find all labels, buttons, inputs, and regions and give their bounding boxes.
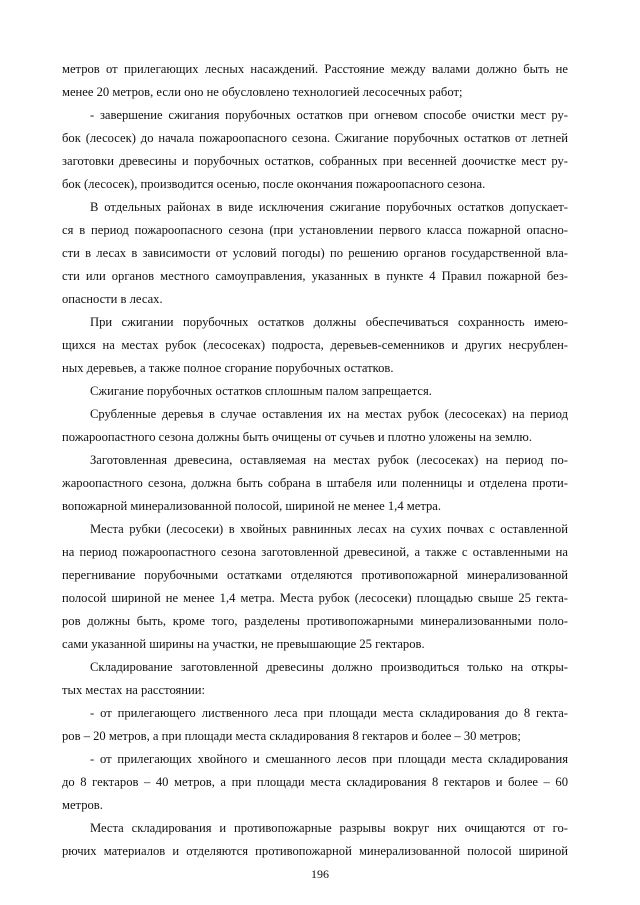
page-number: 196 [311,867,329,881]
text-line: Складирование заготовленной древесины должно производиться только на откры- [90,660,568,674]
text-line: ров – 20 метров, а при площади места складирования 8 гектаров и более – 30 метров; [62,729,521,743]
text-line: бок (лесосек), производится осенью, после окончания пожароопасного сезона. [62,177,486,191]
text-line: Места рубки (лесосеки) в хвойных равнинных лесах на сухих почвах с оставленной [90,522,568,536]
text-line: ров должны быть, кроме того, разделены противопожарными минерализованными поло- [62,614,568,628]
text-line: В отдельных районах в виде исключения сжигание порубочных остатков допускает- [90,200,568,214]
text-line: сти или органов местного самоуправления, указанных в пункте 4 Правил пожарной без- [62,269,568,283]
text-line: Срубленные деревья в случае оставления их на местах рубок (лесосеках) на период [90,407,568,421]
text-line: метров. [62,798,103,812]
text-line: заготовки древесины и порубочных остатков, собранных при весенней доочистке мест ру- [62,154,568,168]
text-line: опасности в лесах. [62,292,163,306]
text-line: ся в период пожароопасного сезона (при установлении первого класса пожарной опасно- [62,223,568,237]
text-line: пожароопастного сезона должны быть очищены от сучьев и плотно уложены на землю. [62,430,532,444]
text-line: - от прилегающих хвойного и смешанного лесов при площади места складирования [90,752,568,766]
text-line: жароопастного сезона, должна быть собрана в штабеля или поленницы и отделена проти- [62,476,568,490]
text-line: рючих материалов и отделяются противопожарной минерализованной полосой шириной [62,844,568,858]
text-line: бок (лесосек) до начала пожароопасного сезона. Сжигание порубочных остатков от летней [62,131,568,145]
text-line: вопожарной минерализованной полосой, шириной не менее 1,4 метра. [62,499,442,513]
text-line: Заготовленная древесина, оставляемая на местах рубок (лесосеках) на период по- [90,453,568,467]
text-line: перегнивание порубочными остатками отделяются противопожарной минерализованной [62,568,568,582]
text-line: щихся на местах рубок (лесосеках) подроста, деревьев-семенников и других несрублен- [62,338,568,352]
text-line: метров от прилегающих лесных насаждений. Расстояние между валами должно быть не [62,62,568,76]
text-line: тых местах на расстоянии: [62,683,206,697]
text-line: ных деревьев, а также полное сгорание порубочных остатков. [62,361,394,375]
text-line: до 8 гектаров – 40 метров, а при площади места складирования 8 гектаров и более – 60 [62,775,568,789]
text-line: сами указанной ширины на участки, не превышающие 25 гектаров. [62,637,425,651]
text-line: - от прилегающего лиственного леса при площади места складирования до 8 гекта- [90,706,568,720]
text-line: При сжигании порубочных остатков должны обеспечиваться сохранность имею- [90,315,568,329]
text-line: менее 20 метров, если оно не обусловлено технологией лесосечных работ; [62,85,463,99]
text-line: Места складирования и противопожарные разрывы вокруг них очищаются от го- [90,821,568,835]
text-line: - завершение сжигания порубочных остатков при огневом способе очистки мест ру- [90,108,568,122]
text-line: полосой шириной не менее 1,4 метра. Места рубок (лесосеки) площадью свыше 25 гекта- [62,591,568,605]
text-line: на период пожароопастного сезона заготовленной древесиной, а также с оставленными на [62,545,568,559]
text-line: сти в лесах в зависимости от условий погоды) по решению органов государственной вла- [62,246,568,260]
text-line: Сжигание порубочных остатков сплошным палом запрещается. [90,384,432,398]
